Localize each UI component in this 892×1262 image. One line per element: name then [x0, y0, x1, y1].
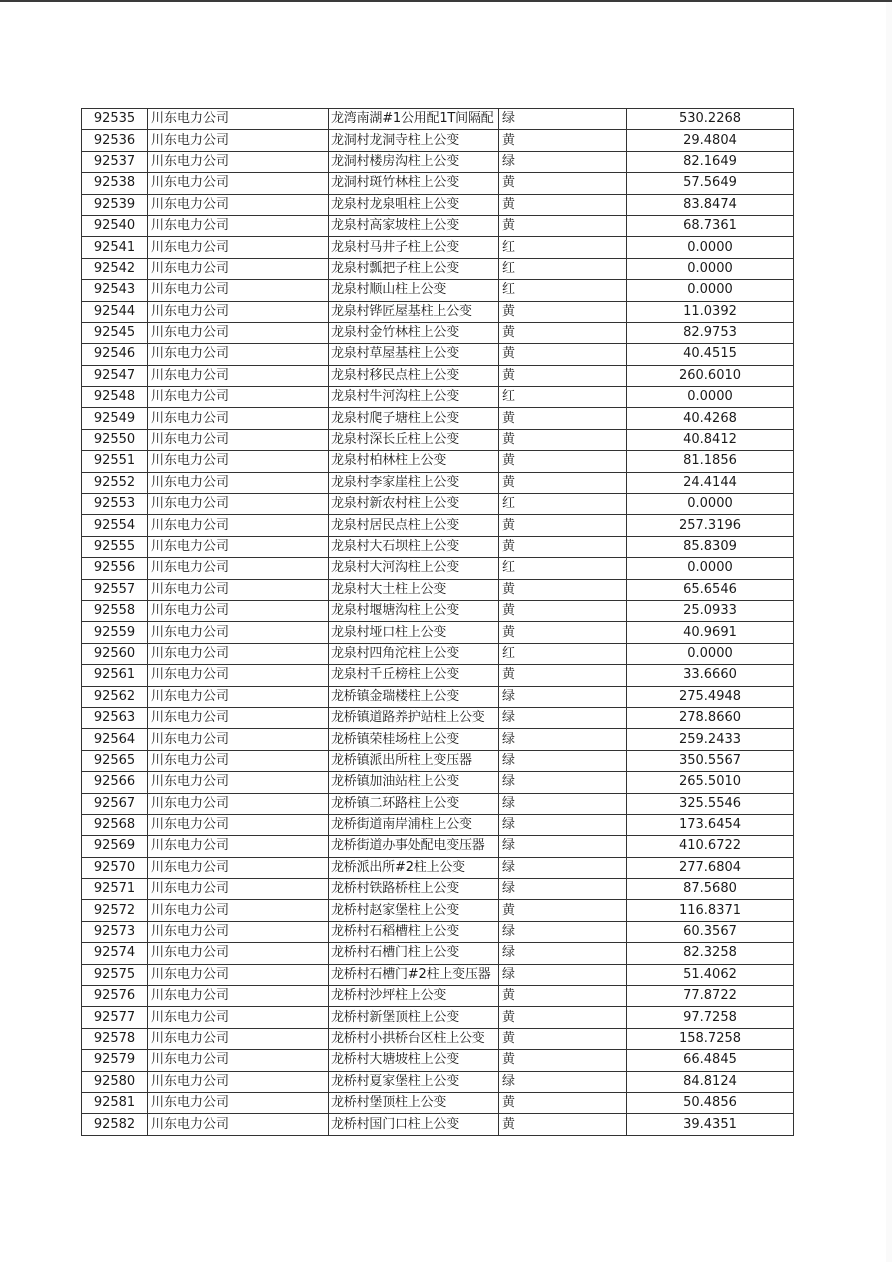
table-row	[82, 494, 794, 515]
cell-status: 绿	[499, 109, 627, 130]
cell-id: 92535	[82, 109, 148, 130]
cell-id: 92543	[82, 280, 148, 301]
cell-status: 黄	[499, 600, 627, 621]
cell-id: 92570	[82, 857, 148, 878]
cell-company: 川东电力公司	[148, 729, 329, 750]
cell-station: 龙桥村堡顶柱上公变	[329, 1092, 499, 1113]
cell-station: 龙泉村新农村柱上公变	[329, 494, 499, 515]
cell-value: 39.4351	[627, 1114, 794, 1135]
table-row	[82, 1007, 794, 1028]
cell-value: 60.3567	[627, 921, 794, 942]
table-row	[82, 986, 794, 1007]
cell-id: 92575	[82, 964, 148, 985]
cell-value: 257.3196	[627, 515, 794, 536]
cell-company: 川东电力公司	[148, 215, 329, 236]
cell-status: 黄	[499, 322, 627, 343]
cell-station: 龙泉村千丘榜柱上公变	[329, 665, 499, 686]
cell-id: 92540	[82, 215, 148, 236]
cell-status: 黄	[499, 301, 627, 322]
cell-id: 92581	[82, 1092, 148, 1113]
cell-company: 川东电力公司	[148, 643, 329, 664]
cell-company: 川东电力公司	[148, 686, 329, 707]
cell-company: 川东电力公司	[148, 1050, 329, 1071]
cell-status: 黄	[499, 1007, 627, 1028]
cell-value: 173.6454	[627, 814, 794, 835]
cell-id: 92548	[82, 387, 148, 408]
cell-company: 川东电力公司	[148, 707, 329, 728]
cell-company: 川东电力公司	[148, 109, 329, 130]
cell-value: 87.5680	[627, 879, 794, 900]
cell-company: 川东电力公司	[148, 408, 329, 429]
cell-value: 82.1649	[627, 151, 794, 172]
cell-value: 24.4144	[627, 472, 794, 493]
cell-station: 龙泉村垭口柱上公变	[329, 622, 499, 643]
cell-id: 92544	[82, 301, 148, 322]
cell-id: 92573	[82, 921, 148, 942]
table-row	[82, 964, 794, 985]
cell-company: 川东电力公司	[148, 814, 329, 835]
cell-value: 82.3258	[627, 943, 794, 964]
cell-value: 97.7258	[627, 1007, 794, 1028]
cell-station: 龙泉村马井子柱上公变	[329, 237, 499, 258]
cell-id: 92566	[82, 772, 148, 793]
cell-value: 0.0000	[627, 558, 794, 579]
cell-status: 绿	[499, 686, 627, 707]
cell-status: 红	[499, 280, 627, 301]
cell-id: 92555	[82, 536, 148, 557]
cell-value: 50.4856	[627, 1092, 794, 1113]
table-row	[82, 793, 794, 814]
cell-id: 92546	[82, 344, 148, 365]
cell-company: 川东电力公司	[148, 515, 329, 536]
cell-id: 92538	[82, 173, 148, 194]
table-row	[82, 280, 794, 301]
cell-value: 33.6660	[627, 665, 794, 686]
cell-id: 92545	[82, 322, 148, 343]
cell-id: 92582	[82, 1114, 148, 1135]
table-row	[82, 151, 794, 172]
table-row	[82, 322, 794, 343]
cell-id: 92537	[82, 151, 148, 172]
cell-value: 410.6722	[627, 836, 794, 857]
cell-status: 绿	[499, 857, 627, 878]
cell-station: 龙泉村铧匠屋基柱上公变	[329, 301, 499, 322]
cell-station: 龙泉村顺山柱上公变	[329, 280, 499, 301]
cell-status: 黄	[499, 344, 627, 365]
cell-company: 川东电力公司	[148, 130, 329, 151]
cell-value: 275.4948	[627, 686, 794, 707]
cell-value: 259.2433	[627, 729, 794, 750]
cell-station: 龙桥村沙坪柱上公变	[329, 986, 499, 1007]
cell-id: 92563	[82, 707, 148, 728]
cell-company: 川东电力公司	[148, 879, 329, 900]
cell-station: 龙桥村小拱桥台区柱上公变	[329, 1028, 499, 1049]
table-row	[82, 879, 794, 900]
cell-id: 92565	[82, 750, 148, 771]
cell-value: 0.0000	[627, 387, 794, 408]
cell-id: 92564	[82, 729, 148, 750]
cell-status: 绿	[499, 750, 627, 771]
cell-value: 40.9691	[627, 622, 794, 643]
cell-id: 92579	[82, 1050, 148, 1071]
cell-station: 龙泉村深长丘柱上公变	[329, 429, 499, 450]
cell-status: 黄	[499, 408, 627, 429]
cell-value: 81.1856	[627, 451, 794, 472]
cell-company: 川东电力公司	[148, 750, 329, 771]
cell-station: 龙泉村牛河沟柱上公变	[329, 387, 499, 408]
table-row	[82, 109, 794, 130]
cell-company: 川东电力公司	[148, 921, 329, 942]
cell-company: 川东电力公司	[148, 280, 329, 301]
cell-status: 黄	[499, 173, 627, 194]
cell-company: 川东电力公司	[148, 964, 329, 985]
cell-company: 川东电力公司	[148, 173, 329, 194]
table-row	[82, 472, 794, 493]
cell-status: 红	[499, 237, 627, 258]
cell-status: 黄	[499, 451, 627, 472]
table-row	[82, 258, 794, 279]
cell-id: 92560	[82, 643, 148, 664]
cell-station: 龙桥街道办事处配电变压器	[329, 836, 499, 857]
cell-value: 82.9753	[627, 322, 794, 343]
cell-id: 92577	[82, 1007, 148, 1028]
cell-status: 红	[499, 494, 627, 515]
page-top-border	[0, 0, 892, 2]
cell-id: 92576	[82, 986, 148, 1007]
cell-status: 红	[499, 258, 627, 279]
table-row	[82, 643, 794, 664]
cell-value: 51.4062	[627, 964, 794, 985]
cell-status: 黄	[499, 1050, 627, 1071]
cell-id: 92558	[82, 600, 148, 621]
cell-station: 龙桥镇二环路柱上公变	[329, 793, 499, 814]
cell-value: 68.7361	[627, 215, 794, 236]
cell-status: 黄	[499, 194, 627, 215]
table-row	[82, 237, 794, 258]
cell-id: 92551	[82, 451, 148, 472]
table-row	[82, 173, 794, 194]
cell-station: 龙泉村大石坝柱上公变	[329, 536, 499, 557]
cell-status: 黄	[499, 130, 627, 151]
cell-station: 龙泉村大土柱上公变	[329, 579, 499, 600]
cell-value: 350.5567	[627, 750, 794, 771]
table-row	[82, 1114, 794, 1135]
cell-status: 黄	[499, 215, 627, 236]
cell-station: 龙泉村大河沟柱上公变	[329, 558, 499, 579]
cell-station: 龙泉村李家崖柱上公变	[329, 472, 499, 493]
cell-status: 黄	[499, 536, 627, 557]
cell-value: 265.5010	[627, 772, 794, 793]
cell-company: 川东电力公司	[148, 665, 329, 686]
table-row	[82, 750, 794, 771]
cell-value: 77.8722	[627, 986, 794, 1007]
table-row	[82, 408, 794, 429]
cell-station: 龙泉村四角沱柱上公变	[329, 643, 499, 664]
cell-station: 龙泉村高家坡柱上公变	[329, 215, 499, 236]
cell-station: 龙桥村赵家堡柱上公变	[329, 900, 499, 921]
cell-station: 龙桥街道南岸浦柱上公变	[329, 814, 499, 835]
cell-id: 92559	[82, 622, 148, 643]
cell-id: 92572	[82, 900, 148, 921]
cell-value: 278.8660	[627, 707, 794, 728]
table-row	[82, 1092, 794, 1113]
table-row	[82, 921, 794, 942]
cell-id: 92554	[82, 515, 148, 536]
cell-status: 黄	[499, 365, 627, 386]
cell-status: 黄	[499, 900, 627, 921]
cell-id: 92571	[82, 879, 148, 900]
cell-company: 川东电力公司	[148, 1071, 329, 1092]
cell-value: 29.4804	[627, 130, 794, 151]
cell-company: 川东电力公司	[148, 258, 329, 279]
cell-id: 92580	[82, 1071, 148, 1092]
cell-station: 龙桥镇道路养护站柱上公变	[329, 707, 499, 728]
cell-id: 92539	[82, 194, 148, 215]
cell-status: 黄	[499, 1114, 627, 1135]
table-row	[82, 1028, 794, 1049]
cell-station: 龙泉村堰塘沟柱上公变	[329, 600, 499, 621]
cell-station: 龙洞村楼房沟柱上公变	[329, 151, 499, 172]
table-row	[82, 194, 794, 215]
cell-value: 0.0000	[627, 237, 794, 258]
cell-station: 龙泉村瓢把子柱上公变	[329, 258, 499, 279]
table-row	[82, 429, 794, 450]
cell-status: 绿	[499, 772, 627, 793]
cell-company: 川东电力公司	[148, 579, 329, 600]
table-row	[82, 857, 794, 878]
cell-status: 黄	[499, 515, 627, 536]
cell-status: 绿	[499, 151, 627, 172]
cell-station: 龙泉村龙泉咀柱上公变	[329, 194, 499, 215]
cell-company: 川东电力公司	[148, 943, 329, 964]
cell-value: 85.8309	[627, 536, 794, 557]
cell-value: 277.6804	[627, 857, 794, 878]
cell-station: 龙桥派出所#2柱上公变	[329, 857, 499, 878]
cell-status: 红	[499, 558, 627, 579]
cell-company: 川东电力公司	[148, 772, 329, 793]
cell-station: 龙桥村石槽门柱上公变	[329, 943, 499, 964]
table-row	[82, 344, 794, 365]
table-row	[82, 686, 794, 707]
cell-company: 川东电力公司	[148, 365, 329, 386]
table-row	[82, 836, 794, 857]
table-row	[82, 600, 794, 621]
table-row	[82, 579, 794, 600]
cell-company: 川东电力公司	[148, 472, 329, 493]
table-row	[82, 814, 794, 835]
cell-company: 川东电力公司	[148, 836, 329, 857]
cell-value: 158.7258	[627, 1028, 794, 1049]
cell-station: 龙桥村石稻槽柱上公变	[329, 921, 499, 942]
cell-company: 川东电力公司	[148, 429, 329, 450]
cell-id: 92562	[82, 686, 148, 707]
cell-id: 92541	[82, 237, 148, 258]
cell-company: 川东电力公司	[148, 322, 329, 343]
cell-company: 川东电力公司	[148, 494, 329, 515]
table-row	[82, 900, 794, 921]
cell-status: 绿	[499, 921, 627, 942]
page-right-edge	[886, 2, 892, 1262]
cell-status: 黄	[499, 986, 627, 1007]
cell-id: 92557	[82, 579, 148, 600]
cell-station: 龙泉村爬子塘柱上公变	[329, 408, 499, 429]
cell-company: 川东电力公司	[148, 344, 329, 365]
table-row	[82, 665, 794, 686]
table-row	[82, 301, 794, 322]
cell-company: 川东电力公司	[148, 451, 329, 472]
cell-status: 红	[499, 643, 627, 664]
cell-company: 川东电力公司	[148, 1114, 329, 1135]
cell-station: 龙桥镇荣桂场柱上公变	[329, 729, 499, 750]
cell-status: 黄	[499, 622, 627, 643]
cell-value: 25.0933	[627, 600, 794, 621]
cell-company: 川东电力公司	[148, 558, 329, 579]
cell-status: 绿	[499, 707, 627, 728]
cell-value: 83.8474	[627, 194, 794, 215]
cell-status: 绿	[499, 814, 627, 835]
cell-status: 绿	[499, 943, 627, 964]
table-row	[82, 365, 794, 386]
cell-station: 龙桥镇金瑞楼柱上公变	[329, 686, 499, 707]
cell-station: 龙桥镇派出所柱上变压器	[329, 750, 499, 771]
table-row	[82, 1071, 794, 1092]
table-row	[82, 622, 794, 643]
table-row	[82, 130, 794, 151]
cell-value: 40.8412	[627, 429, 794, 450]
cell-company: 川东电力公司	[148, 622, 329, 643]
table-row	[82, 943, 794, 964]
cell-station: 龙桥村新堡顶柱上公变	[329, 1007, 499, 1028]
cell-station: 龙湾南湖#1公用配1T间隔配	[329, 109, 499, 130]
cell-id: 92574	[82, 943, 148, 964]
cell-company: 川东电力公司	[148, 900, 329, 921]
cell-status: 黄	[499, 472, 627, 493]
table-row	[82, 1050, 794, 1071]
cell-company: 川东电力公司	[148, 194, 329, 215]
table-row	[82, 536, 794, 557]
cell-id: 92550	[82, 429, 148, 450]
cell-value: 57.5649	[627, 173, 794, 194]
cell-station: 龙桥村铁路桥柱上公变	[329, 879, 499, 900]
cell-status: 黄	[499, 665, 627, 686]
cell-id: 92568	[82, 814, 148, 835]
cell-id: 92569	[82, 836, 148, 857]
cell-value: 65.6546	[627, 579, 794, 600]
cell-status: 绿	[499, 879, 627, 900]
table-row	[82, 387, 794, 408]
cell-company: 川东电力公司	[148, 1028, 329, 1049]
table-row	[82, 558, 794, 579]
cell-id: 92552	[82, 472, 148, 493]
cell-company: 川东电力公司	[148, 1007, 329, 1028]
cell-id: 92561	[82, 665, 148, 686]
cell-company: 川东电力公司	[148, 387, 329, 408]
cell-station: 龙泉村金竹林柱上公变	[329, 322, 499, 343]
table-body	[82, 109, 794, 1136]
cell-station: 龙桥镇加油站柱上公变	[329, 772, 499, 793]
cell-status: 绿	[499, 836, 627, 857]
cell-station: 龙桥村国门口柱上公变	[329, 1114, 499, 1135]
cell-status: 绿	[499, 1071, 627, 1092]
cell-value: 0.0000	[627, 494, 794, 515]
cell-value: 0.0000	[627, 280, 794, 301]
cell-status: 黄	[499, 1028, 627, 1049]
cell-value: 66.4845	[627, 1050, 794, 1071]
cell-status: 黄	[499, 1092, 627, 1113]
cell-value: 0.0000	[627, 643, 794, 664]
cell-value: 40.4515	[627, 344, 794, 365]
cell-station: 龙桥村石槽门#2柱上变压器	[329, 964, 499, 985]
cell-id: 92536	[82, 130, 148, 151]
cell-company: 川东电力公司	[148, 857, 329, 878]
cell-id: 92578	[82, 1028, 148, 1049]
cell-id: 92542	[82, 258, 148, 279]
cell-company: 川东电力公司	[148, 793, 329, 814]
cell-value: 11.0392	[627, 301, 794, 322]
cell-station: 龙桥村大塘坡柱上公变	[329, 1050, 499, 1071]
cell-status: 绿	[499, 964, 627, 985]
cell-company: 川东电力公司	[148, 301, 329, 322]
cell-station: 龙泉村移民点柱上公变	[329, 365, 499, 386]
cell-station: 龙洞村斑竹林柱上公变	[329, 173, 499, 194]
cell-station: 龙泉村柏林柱上公变	[329, 451, 499, 472]
cell-value: 40.4268	[627, 408, 794, 429]
table-row	[82, 707, 794, 728]
cell-value: 530.2268	[627, 109, 794, 130]
cell-company: 川东电力公司	[148, 600, 329, 621]
cell-id: 92567	[82, 793, 148, 814]
cell-status: 黄	[499, 579, 627, 600]
cell-status: 绿	[499, 793, 627, 814]
cell-id: 92556	[82, 558, 148, 579]
table-row	[82, 772, 794, 793]
cell-id: 92553	[82, 494, 148, 515]
cell-id: 92547	[82, 365, 148, 386]
cell-value: 325.5546	[627, 793, 794, 814]
data-table	[81, 108, 794, 1136]
cell-company: 川东电力公司	[148, 1092, 329, 1113]
cell-station: 龙洞村龙洞寺柱上公变	[329, 130, 499, 151]
table-row	[82, 729, 794, 750]
cell-status: 黄	[499, 429, 627, 450]
cell-value: 0.0000	[627, 258, 794, 279]
cell-status: 红	[499, 387, 627, 408]
cell-id: 92549	[82, 408, 148, 429]
cell-value: 116.8371	[627, 900, 794, 921]
cell-company: 川东电力公司	[148, 237, 329, 258]
table-row	[82, 215, 794, 236]
cell-status: 绿	[499, 729, 627, 750]
table-row	[82, 451, 794, 472]
cell-company: 川东电力公司	[148, 986, 329, 1007]
cell-company: 川东电力公司	[148, 151, 329, 172]
cell-value: 260.6010	[627, 365, 794, 386]
table-row	[82, 515, 794, 536]
cell-value: 84.8124	[627, 1071, 794, 1092]
cell-station: 龙桥村夏家堡柱上公变	[329, 1071, 499, 1092]
cell-company: 川东电力公司	[148, 536, 329, 557]
cell-station: 龙泉村草屋基柱上公变	[329, 344, 499, 365]
cell-station: 龙泉村居民点柱上公变	[329, 515, 499, 536]
